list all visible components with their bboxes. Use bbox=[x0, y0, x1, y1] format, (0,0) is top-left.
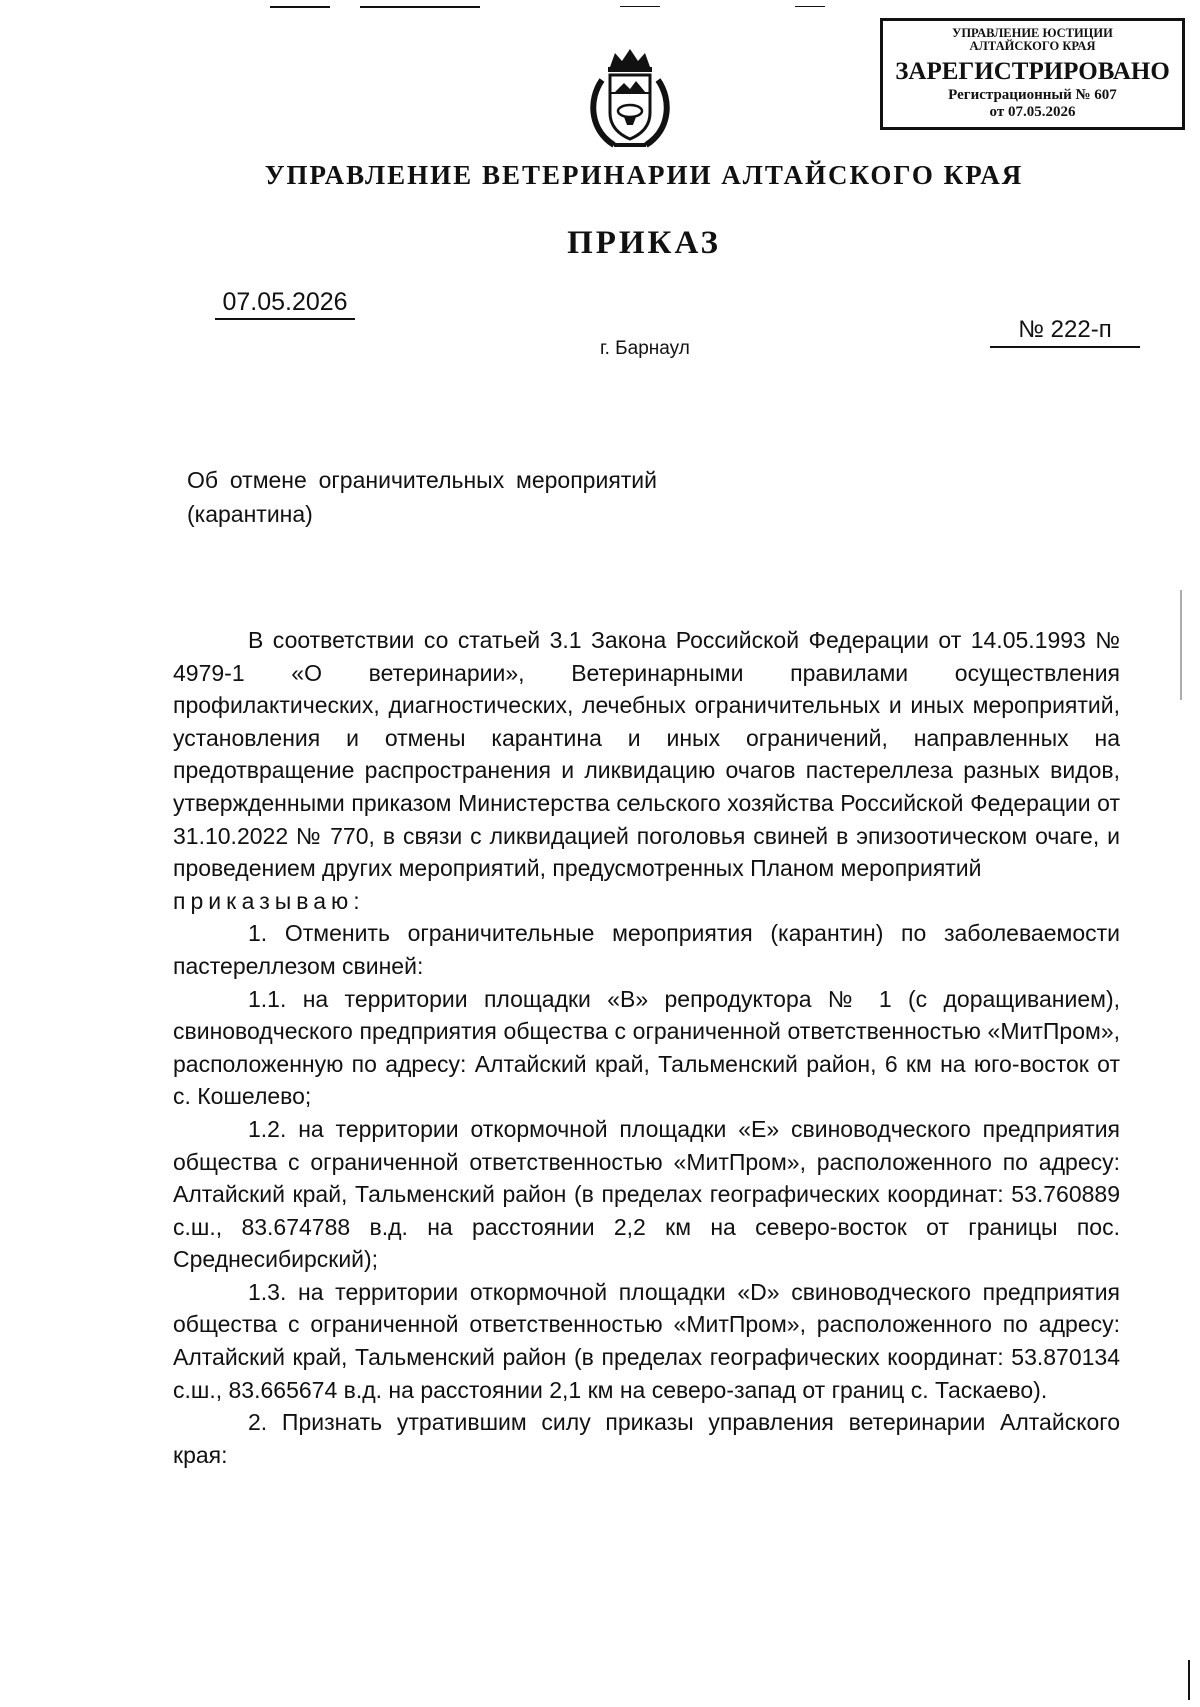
scan-mark bbox=[270, 6, 330, 8]
order-city: г. Барнаул bbox=[600, 338, 690, 359]
scan-mark bbox=[360, 6, 480, 8]
stamp-org-line: АЛТАЙСКОГО КРАЯ bbox=[969, 39, 1096, 53]
preamble-paragraph: В соответствии со статьей 3.1 Закона Российской Федерации от 14.05.1993 № 4979-1 «О ветеринарии», Ветеринарными правилами осуществления профилактических, диагностических, лечебных ограничительных и иных мероприятий, установления и отмены карантина и иных ограничений, направленных на предотвращение распространения и ликвидацию очагов пастереллеза разных видов, утвержденными приказом Министерства сельского хозяйства Российской Федерации от 31.10.2022 № 770, в связи с ликвидацией поголовья свиней в эпизоотическом очаге, и проведением других мероприятий, предусмотренных Планом мероприятий bbox=[173, 627, 1120, 882]
order-body bbox=[173, 624, 1120, 1471]
document-type: ПРИКАЗ bbox=[567, 225, 721, 261]
stamp-org-line: УПРАВЛЕНИЕ ЮСТИЦИИ bbox=[952, 26, 1113, 40]
altai-coat-of-arms-icon bbox=[580, 45, 680, 155]
stamp-reg-date: от 07.05.2026 bbox=[989, 104, 1076, 120]
paragraph-2: 2. Признать утратившим силу приказы управления ветеринарии Алтайского края: bbox=[173, 1409, 1120, 1468]
order-word: приказываю: bbox=[173, 887, 365, 914]
paragraph-1-3: 1.3. на территории откормочной площадки «D» свиноводческого предприятия общества с ограниченной ответственностью «МитПром», расположенного по адресу: Алтайский край, Тальменский район (в пределах географических координат: 53.870134 с.ш., 83.665674 в.д. на расстоянии 2,1 км на северо-запад от границ с. Таскаево). bbox=[173, 1278, 1120, 1403]
paragraph-1-1: 1.1. на территории площадки «В» репродуктора № 1 (с доращиванием), свиноводческого предприятия общества с ограниченной ответственностью «МитПром», расположенную по адресу: Алтайский край, Тальменский район, 6 км на юго-восток от с. Кошелево; bbox=[173, 985, 1120, 1110]
scan-mark bbox=[1188, 1660, 1190, 1700]
order-subject: Об отмене ограничительных мероприятий (карантина) bbox=[187, 467, 657, 527]
agency-name: УПРАВЛЕНИЕ ВЕТЕРИНАРИИ АЛТАЙСКОГО КРАЯ bbox=[264, 160, 1024, 190]
scan-mark bbox=[1180, 590, 1182, 700]
stamp-status: ЗАРЕГИСТРИРОВАНО bbox=[895, 58, 1170, 85]
paragraph-1-2: 1.2. на территории откормочной площадки «Е» свиноводческого предприятия общества с ограниченной ответственностью «МитПром», расположенного по адресу: Алтайский край, Тальменский район (в пределах географических координат: 53.760889 с.ш., 83.674788 в.д. на расстоянии 2,2 км на северо-восток от границы пос. Среднесибирский); bbox=[173, 1115, 1120, 1273]
order-number: № 222-п bbox=[990, 316, 1140, 348]
scan-mark bbox=[620, 6, 660, 7]
order-date: 07.05.2026 bbox=[215, 288, 355, 320]
stamp-reg-number: Регистрационный № 607 bbox=[948, 87, 1117, 103]
paragraph-1: 1. Отменить ограничительные мероприятия (карантин) по заболеваемости пастереллезом свиней: bbox=[173, 920, 1120, 979]
registration-stamp bbox=[880, 18, 1185, 130]
scan-mark bbox=[795, 6, 825, 7]
